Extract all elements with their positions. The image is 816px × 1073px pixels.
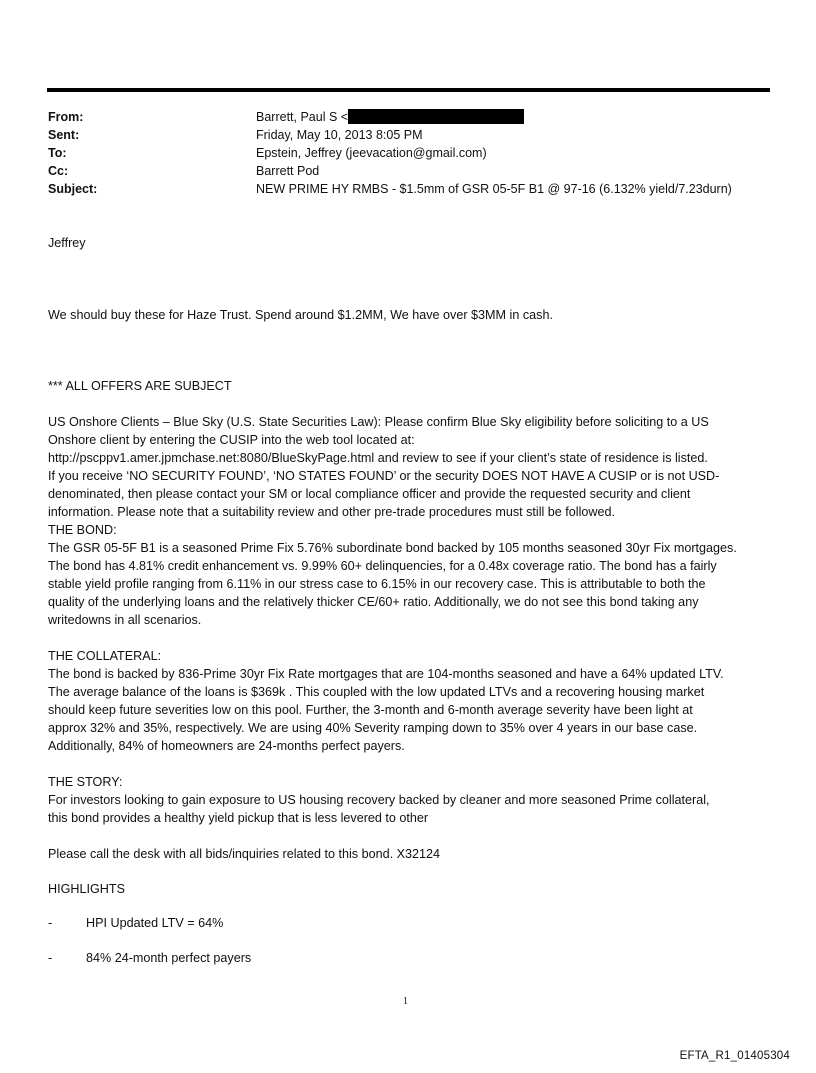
- greeting: Jeffrey: [48, 236, 86, 250]
- section-heading-bond: THE BOND:: [48, 523, 117, 537]
- text-line: writedowns in all scenarios.: [48, 613, 202, 627]
- text-line: should keep future severities low on this pool. Further, the 3-month and 6-month average severity have been light at: [48, 703, 693, 717]
- text-line: quality of the underlying loans and the relatively thicker CE/60+ ratio. Additionally, we do not see this bond taking any: [48, 595, 699, 609]
- subject-value: NEW PRIME HY RMBS - $1.5mm of GSR 05-5F B1 @ 97-16 (6.132% yield/7.23durn): [256, 182, 732, 196]
- subject-label: Subject:: [48, 182, 98, 196]
- intro-paragraph: We should buy these for Haze Trust. Spend around $1.2MM, We have over $3MM in cash.: [48, 308, 553, 322]
- sent-value: Friday, May 10, 2013 8:05 PM: [256, 128, 423, 142]
- from-name: Barrett, Paul S <: [256, 110, 349, 124]
- redaction-bar: [348, 109, 524, 124]
- from-value: [256, 108, 524, 126]
- text-line: The bond is backed by 836-Prime 30yr Fix Rate mortgages that are 104-months seasoned and have a 64% updated LTV.: [48, 667, 724, 681]
- list-item: 84% 24-month perfect payers: [86, 951, 252, 965]
- offers-notice: *** ALL OFFERS ARE SUBJECT: [48, 379, 232, 393]
- text-line: stable yield profile ranging from 6.11% in our stress case to 6.15% in our recovery case. This is attributable to both the: [48, 577, 706, 591]
- cc-value: Barrett Pod: [256, 164, 320, 178]
- text-line: approx 32% and 35%, respectively. We are using 40% Severity ramping down to 35% over 4 years in our base case.: [48, 721, 698, 735]
- to-label: To:: [48, 146, 67, 160]
- text-line: Additionally, 84% of homeowners are 24-months perfect payers.: [48, 739, 405, 753]
- sent-label: Sent:: [48, 128, 80, 142]
- list-dash: -: [48, 951, 53, 965]
- from-label: From:: [48, 110, 84, 124]
- call-desk-line: Please call the desk with all bids/inquiries related to this bond. X32124: [48, 847, 441, 861]
- to-value: Epstein, Jeffrey (jeevacation@gmail.com): [256, 146, 487, 160]
- text-line: Onshore client by entering the CUSIP into the web tool located at:: [48, 433, 415, 447]
- text-line: If you receive ‘NO SECURITY FOUND’, ‘NO STATES FOUND’ or the security DOES NOT HAVE A CUSIP or is not USD-: [48, 469, 720, 483]
- highlights-title: HIGHLIGHTS: [48, 882, 125, 896]
- text-line: denominated, then please contact your SM or local compliance officer and provide the requested security and client: [48, 487, 691, 501]
- text-line: For investors looking to gain exposure to US housing recovery backed by cleaner and more seasoned Prime collateral,: [48, 793, 710, 807]
- page-number: 1: [403, 996, 408, 1007]
- text-line: The average balance of the loans is $369k . This coupled with the low updated LTVs and a recovering housing market: [48, 685, 705, 699]
- text-line: The bond has 4.81% credit enhancement vs. 9.99% 60+ delinquencies, for a 0.48x coverage ratio. The bond has a fairly: [48, 559, 717, 573]
- section-heading-story: THE STORY:: [48, 775, 123, 789]
- text-line: US Onshore Clients – Blue Sky (U.S. State Securities Law): Please confirm Blue Sky eligibility before soliciting to a US: [48, 415, 709, 429]
- bates-number: EFTA_R1_01405304: [679, 1050, 790, 1062]
- text-line: this bond provides a healthy yield pickup that is less levered to other: [48, 811, 429, 825]
- header-rule: [47, 88, 770, 92]
- text-line: information. Please note that a suitability review and other pre-trade procedures must still be followed.: [48, 505, 616, 519]
- list-dash: -: [48, 916, 53, 930]
- text-line: The GSR 05-5F B1 is a seasoned Prime Fix 5.76% subordinate bond backed by 105 months seasoned 30yr Fix mortgages.: [48, 541, 737, 555]
- cc-label: Cc:: [48, 164, 69, 178]
- bluesky-url[interactable]: http://pscppv1.amer.jpmchase.net:8080/BlueSkyPage.html and review to see if your client’s state of residence is listed.: [48, 451, 708, 465]
- list-item: HPI Updated LTV = 64%: [86, 916, 224, 930]
- section-heading-collateral: THE COLLATERAL:: [48, 649, 162, 663]
